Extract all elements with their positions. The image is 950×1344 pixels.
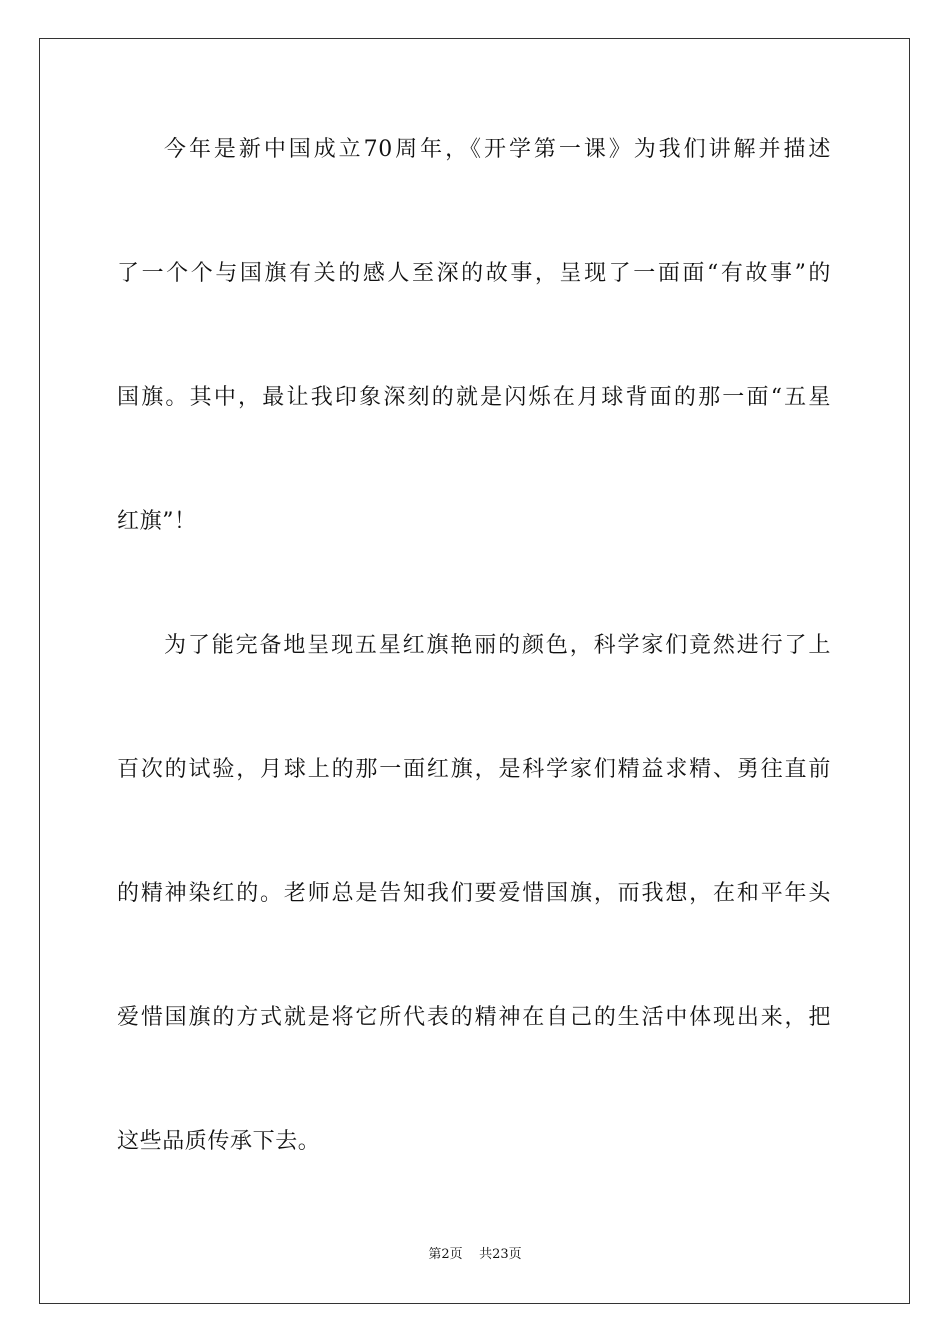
- page-frame: [39, 38, 910, 1304]
- paragraph-1-line-2: 了一个个与国旗有关的感人至深的故事，呈现了一面面“有故事”的: [117, 261, 831, 286]
- paragraph-2-line-2: 百次的试验，月球上的那一面红旗，是科学家们精益求精、勇往直前: [117, 757, 831, 782]
- paragraph-2-line-5: 这些品质传承下去。: [117, 1129, 321, 1154]
- paragraph-1-line-1: 今年是新中国成立70周年，《开学第一课》为我们讲解并描述: [164, 137, 831, 162]
- paragraph-2-line-1: 为了能完备地呈现五星红旗艳丽的颜色，科学家们竟然进行了上: [164, 633, 831, 658]
- page-number-footer: 第2页 共23页: [428, 1247, 522, 1262]
- paragraph-1-line-4: 红旗”！: [117, 509, 197, 534]
- paragraph-2-line-3: 的精神染红的。老师总是告知我们要爱惜国旗，而我想，在和平年头: [117, 881, 831, 906]
- paragraph-2-line-4: 爱惜国旗的方式就是将它所代表的精神在自己的生活中体现出来，把: [117, 1005, 831, 1030]
- paragraph-1-line-3: 国旗。其中，最让我印象深刻的就是闪烁在月球背面的那一面“五星: [117, 385, 831, 410]
